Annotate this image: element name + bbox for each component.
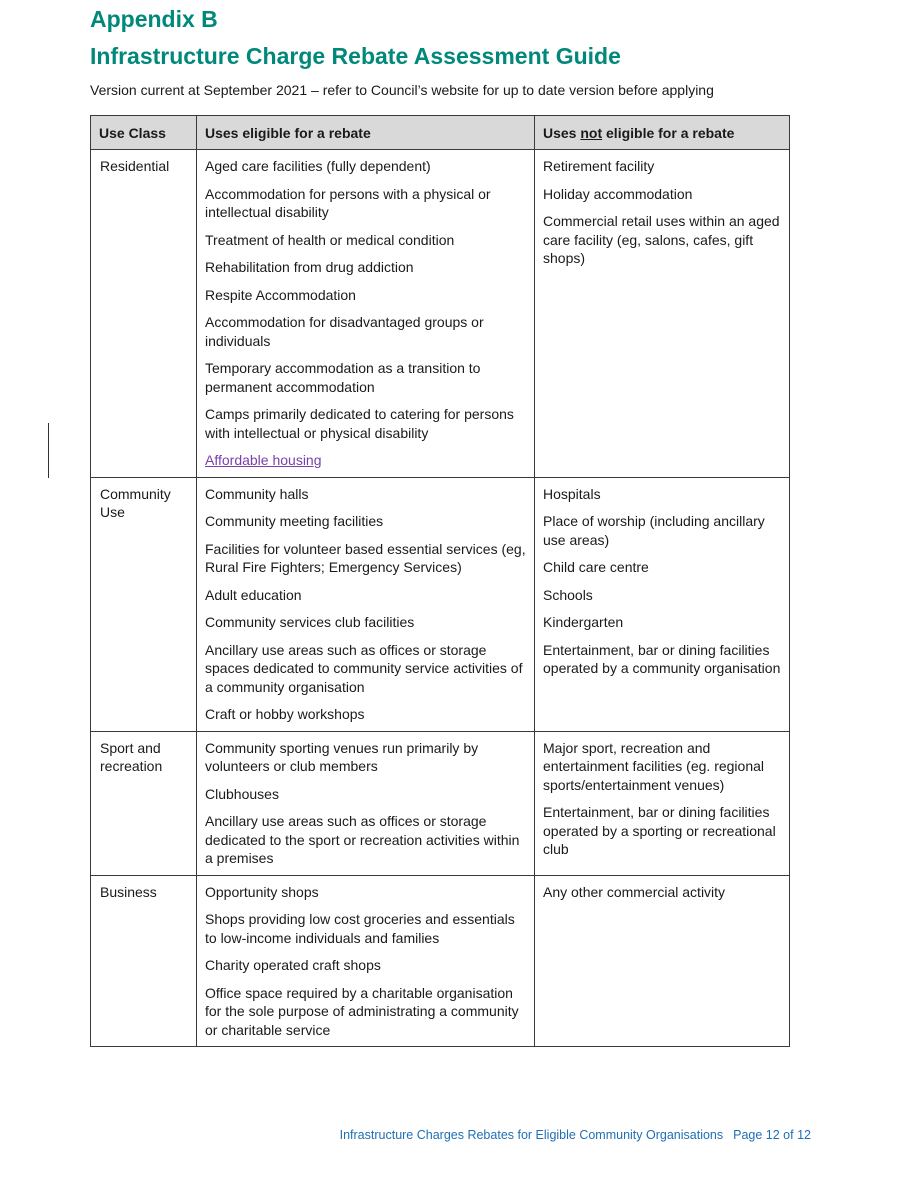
- not-eligible-item: Entertainment, bar or dining facilities operated by a sporting or recreational club: [543, 804, 776, 857]
- not-eligible-item: Major sport, recreation and entertainment facilities (eg. regional sports/entertainment venues): [543, 739, 765, 793]
- not-eligible-item: Hospitals: [543, 485, 601, 502]
- eligible-cell: [197, 150, 535, 478]
- eligible-item: Community halls: [205, 485, 309, 502]
- use-class-cell: Business: [91, 875, 197, 1047]
- not-eligible-item: Schools: [543, 586, 593, 603]
- eligible-item: Opportunity shops: [205, 883, 319, 900]
- change-bar: [48, 423, 49, 478]
- eligible-item: Accommodation for disadvantaged groups or individuals: [205, 314, 484, 349]
- eligible-item: Aged care facilities (fully dependent): [205, 158, 431, 174]
- not-eligible-cell: [535, 150, 790, 478]
- table-header-row: [91, 116, 790, 150]
- eligible-item: Clubhouses: [205, 785, 279, 802]
- appendix-label: Appendix B: [90, 6, 218, 32]
- not-eligible-item: Child care centre: [543, 559, 649, 575]
- eligible-item: Respite Accommodation: [205, 286, 356, 303]
- eligible-item: Charity operated craft shops: [205, 957, 381, 973]
- not-eligible-item: Place of worship (including ancillary use areas): [543, 513, 765, 548]
- footer-doc-title: Infrastructure Charges Rebates for Eligible Community Organisations: [339, 1128, 724, 1142]
- footer-page-number: Page 12 of 12: [733, 1128, 811, 1142]
- eligible-cell: [197, 731, 535, 875]
- eligible-item: Facilities for volunteer based essential services (eg, Rural Fire Fighters; Emergency Services): [205, 540, 526, 575]
- eligible-item: Office space required by a charitable organisation for the sole purpose of administrating a community or charitable service: [205, 984, 519, 1038]
- eligible-item: Treatment of health or medical condition: [205, 231, 455, 248]
- eligible-item: Ancillary use areas such as offices or storage spaces dedicated to community service activities of a community organisation: [205, 641, 523, 695]
- page-title: Infrastructure Charge Rebate Assessment Guide: [90, 43, 621, 69]
- not-eligible-item: Kindergarten: [543, 614, 624, 630]
- use-class-cell: Community Use: [91, 477, 197, 731]
- table-row-sport-recreation: [91, 731, 790, 875]
- eligible-item: Community meeting facilities: [205, 513, 384, 529]
- eligible-item: Rehabilitation from drug addiction: [205, 259, 414, 275]
- eligible-item: Shops providing low cost groceries and essentials to low-income individuals and families: [205, 911, 515, 946]
- header-not-word: not: [580, 124, 603, 141]
- use-class-cell: Sport and recreation: [91, 731, 197, 875]
- eligible-item: Community services club facilities: [205, 614, 415, 630]
- header-not-prefix: Uses: [543, 124, 581, 141]
- page-footer: [0, 1128, 811, 1142]
- header-eligible: Uses eligible for a rebate: [197, 116, 535, 150]
- not-eligible-cell: [535, 875, 790, 1047]
- table-row-community-use: [91, 477, 790, 731]
- version-note: Version current at September 2021 – refer to Council’s website for up to date version before applying: [90, 82, 714, 98]
- use-class-cell: Residential: [91, 150, 197, 478]
- eligible-item: Adult education: [205, 586, 302, 603]
- not-eligible-item: Retirement facility: [543, 158, 655, 174]
- rebate-guide-table: [90, 115, 790, 1047]
- header-not-eligible: [535, 116, 790, 150]
- eligible-item: Craft or hobby workshops: [205, 706, 365, 722]
- header-use-class: Use Class: [91, 116, 197, 150]
- not-eligible-cell: [535, 731, 790, 875]
- not-eligible-item: Any other commercial activity: [543, 883, 726, 900]
- table-row-business: [91, 875, 790, 1047]
- eligible-cell: [197, 477, 535, 731]
- eligible-item: Temporary accommodation as a transition to permanent accommodation: [205, 360, 481, 395]
- not-eligible-item: Entertainment, bar or dining facilities operated by a community organisation: [543, 641, 781, 676]
- not-eligible-item: Holiday accommodation: [543, 185, 693, 202]
- eligible-cell: [197, 875, 535, 1047]
- affordable-housing-link[interactable]: Affordable housing: [205, 452, 322, 468]
- eligible-item: Accommodation for persons with a physical or intellectual disability: [205, 185, 491, 220]
- eligible-item: Community sporting venues run primarily by volunteers or club members: [205, 739, 479, 774]
- header-not-suffix: eligible for a rebate: [602, 124, 735, 141]
- not-eligible-item: Commercial retail uses within an aged care facility (eg, salons, cafes, gift shops): [543, 213, 780, 266]
- table-row-residential: [91, 150, 790, 478]
- not-eligible-cell: [535, 477, 790, 731]
- eligible-item: Camps primarily dedicated to catering for persons with intellectual or physical disability: [205, 406, 514, 441]
- eligible-item: Ancillary use areas such as offices or storage dedicated to the sport or recreation activities within a premises: [205, 813, 520, 866]
